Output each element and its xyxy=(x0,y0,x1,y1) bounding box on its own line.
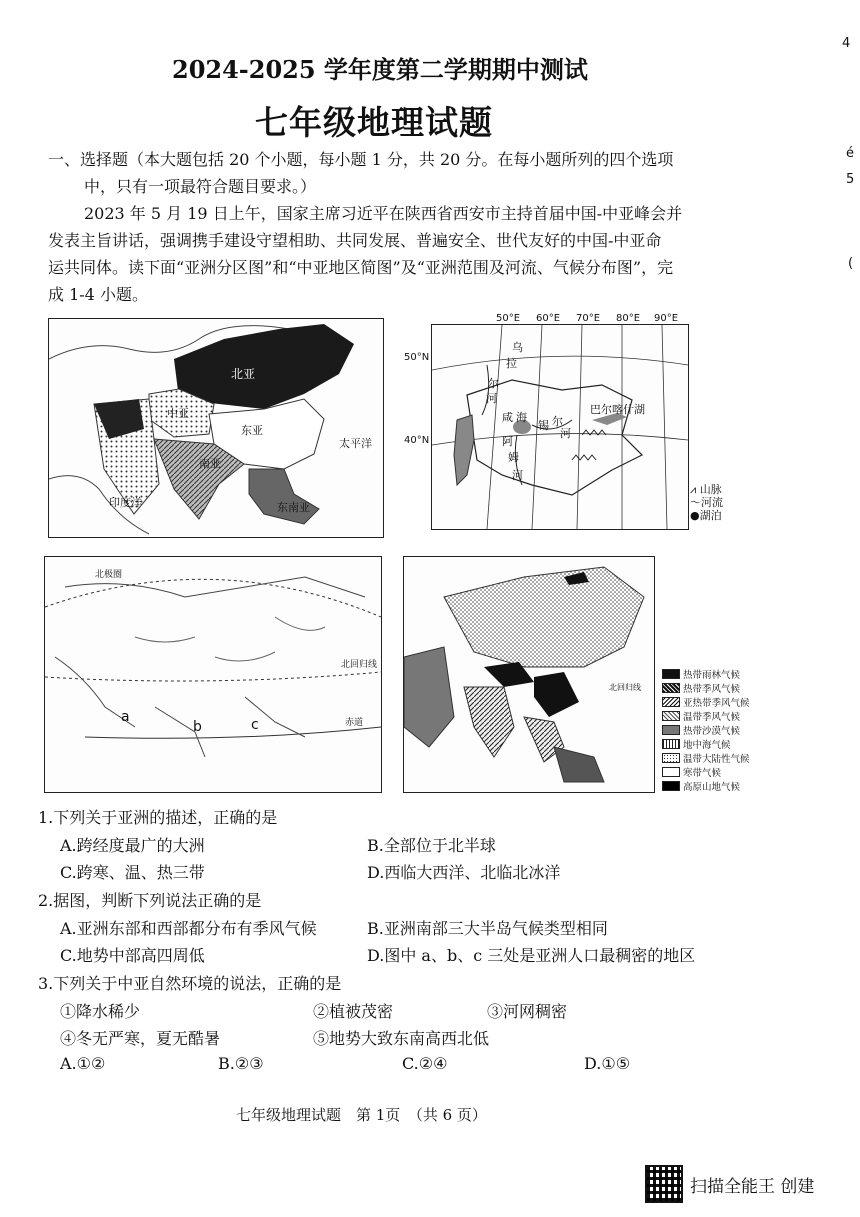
legend-mountain-label: 山脉 xyxy=(699,483,722,496)
point-c: c xyxy=(251,717,259,733)
ocean-label-indian: 印度洋 xyxy=(109,496,142,509)
question-2-option-d[interactable]: D.图中 a、b、c 三处是亚洲人口最稠密的地区 xyxy=(367,946,696,965)
asia-rivers-shapes xyxy=(45,557,381,792)
legend-subtropical-monsoon: 亚热带季风气候 xyxy=(683,697,750,709)
question-3-option-c[interactable]: C.②④ xyxy=(402,1054,448,1073)
central-asia-hai: 海 xyxy=(516,411,527,424)
intro-line1: 2023 年 5 月 19 日上午，国家主席习近平在陕西省西安市主持首届中国-中亚峰会并 xyxy=(84,204,683,223)
climate-legend xyxy=(662,667,750,793)
central-asia-ural-4: 河 xyxy=(486,392,497,405)
river-symbol-icon: 〜 xyxy=(690,496,701,509)
swatch-tropical-rainforest xyxy=(662,669,680,679)
question-1-option-b[interactable]: B.全部位于北半球 xyxy=(367,836,496,855)
legend-row-temperate-monsoon xyxy=(662,709,750,722)
question-3-item-4: ④冬无严寒，夏无酷暑 xyxy=(60,1029,221,1048)
central-asia-ural-2: 拉 xyxy=(506,357,517,370)
central-asia-amu-3: 河 xyxy=(512,469,523,482)
central-asia-map xyxy=(431,324,689,530)
swatch-temperate-monsoon xyxy=(662,711,680,721)
question-3-item-2: ②植被茂密 xyxy=(313,1002,394,1021)
legend-row-mediterranean xyxy=(662,737,750,750)
legend-row-polar xyxy=(662,765,750,778)
exam-subject-title: 七年级地理试题 xyxy=(255,103,493,142)
legend-tropical-monsoon: 热带季风气候 xyxy=(683,683,741,695)
lon-90: 90°E xyxy=(654,313,679,324)
question-3-option-d[interactable]: D.①⑤ xyxy=(584,1054,631,1073)
question-1-option-a[interactable]: A.跨经度最广的大洲 xyxy=(60,836,205,855)
swatch-subtropical-monsoon xyxy=(662,697,680,707)
intro-line3: 运共同体。读下面“亚洲分区图”和“中亚地区简图”及“亚洲范围及河流、气候分布图”，完 xyxy=(48,258,674,277)
legend-highland: 高原山地气候 xyxy=(683,781,741,793)
lake-symbol-icon: ● xyxy=(690,509,700,522)
lon-80: 80°E xyxy=(616,313,641,324)
swatch-tropical-monsoon xyxy=(662,683,680,693)
legend-lake-label: 湖泊 xyxy=(699,509,722,522)
region-label-southeast: 东南亚 xyxy=(277,501,310,514)
mountain-symbol-icon: ⩘ xyxy=(690,483,697,496)
lon-70: 70°E xyxy=(576,313,601,324)
question-3-item-3: ③河网稠密 xyxy=(487,1002,568,1021)
question-2-option-c[interactable]: C.地势中部高四周低 xyxy=(60,946,205,965)
region-label-east: 东亚 xyxy=(241,424,263,437)
legend-river-label: 河流 xyxy=(701,496,723,509)
asia-regions-shapes xyxy=(49,319,383,537)
central-asia-ural-1: 乌 xyxy=(512,341,523,354)
legend-row-tropical-monsoon xyxy=(662,681,750,694)
legend-polar: 寒带气候 xyxy=(683,767,722,779)
central-asia-xian: 咸 xyxy=(502,411,513,424)
legend-row-tropical-desert xyxy=(662,723,750,736)
tropic-label: 北回归线 xyxy=(341,660,378,670)
region-label-north: 北亚 xyxy=(231,367,256,381)
page-footer: 七年级地理试题 第 1页 （共 6 页） xyxy=(236,1106,487,1124)
central-asia-balkhash: 巴尔喀什湖 xyxy=(590,403,645,416)
edge-mark-2: é xyxy=(846,146,854,161)
question-3-stem: 3.下列关于中亚自然环境的说法，正确的是 xyxy=(38,974,342,993)
central-asia-syr-2: 尔 xyxy=(552,415,563,428)
qr-code-icon xyxy=(645,1165,683,1203)
legend-lake xyxy=(690,507,722,523)
question-3-item-1: ①降水稀少 xyxy=(60,1002,141,1021)
intro-line4: 成 1-4 小题。 xyxy=(48,285,148,304)
legend-temperate-continental: 温带大陆性气候 xyxy=(683,753,750,765)
lon-50: 50°E xyxy=(496,313,521,324)
legend-tropical-desert: 热带沙漠气候 xyxy=(683,725,741,737)
question-1-option-d[interactable]: D.西临大西洋、北临北冰洋 xyxy=(367,863,561,882)
lon-60: 60°E xyxy=(536,313,561,324)
scanner-watermark: 扫描全能王 创建 xyxy=(690,1177,815,1197)
asia-regions-map xyxy=(48,318,384,538)
swatch-highland xyxy=(662,781,680,791)
region-label-central: 中亚 xyxy=(167,407,189,420)
swatch-mediterranean xyxy=(662,739,680,749)
legend-row-subtropical-monsoon xyxy=(662,695,750,708)
edge-mark-1: 4 xyxy=(842,36,851,51)
point-b: b xyxy=(193,719,202,735)
section-heading-line1: 一、选择题（本大题包括 20 个小题，每小题 1 分，共 20 分。在每小题所列的四个选项 xyxy=(48,150,674,169)
ocean-label-pacific: 太平洋 xyxy=(339,437,372,450)
question-2-stem: 2.据图，判断下列说法正确的是 xyxy=(38,891,262,910)
asia-climate-map xyxy=(403,556,655,793)
question-2-option-a[interactable]: A.亚洲东部和西部都分布有季风气候 xyxy=(60,919,317,938)
question-1-stem: 1.下列关于亚洲的描述，正确的是 xyxy=(38,808,278,827)
asia-rivers-map xyxy=(44,556,382,793)
edge-mark-3: 5 xyxy=(846,172,855,187)
climate-tropic-label: 北回归线 xyxy=(609,683,641,692)
legend-tropical-rainforest: 热带雨林气候 xyxy=(683,669,741,681)
section-heading-line2: 中，只有一项最符合题目要求。） xyxy=(84,177,317,196)
legend-temperate-monsoon: 温带季风气候 xyxy=(683,711,741,723)
exam-term-title: 2024-2025 学年度第二学期期中测试 xyxy=(172,55,588,84)
asia-climate-shapes xyxy=(404,557,654,792)
central-asia-syr-3: 河 xyxy=(560,427,571,440)
swatch-temperate-continental xyxy=(662,753,680,763)
question-3-option-b[interactable]: B.②③ xyxy=(218,1054,264,1073)
central-asia-syr-1: 锡 xyxy=(538,419,549,432)
lat-40: 40°N xyxy=(404,435,430,446)
question-1-option-c[interactable]: C.跨寒、温、热三带 xyxy=(60,863,205,882)
legend-row-highland xyxy=(662,779,750,792)
question-2-option-b[interactable]: B.亚洲南部三大半岛气候类型相同 xyxy=(367,919,608,938)
central-asia-amu-1: 阿 xyxy=(502,435,513,448)
arctic-circle-label: 北极圈 xyxy=(95,570,123,580)
point-a: a xyxy=(121,709,130,725)
edge-mark-4: ( xyxy=(848,256,854,271)
equator-label: 赤道 xyxy=(345,718,364,728)
intro-line2: 发表主旨讲话，强调携手建设守望相助、共同发展、普遍安全、世代友好的中国-中亚命 xyxy=(48,231,662,250)
region-label-south: 南亚 xyxy=(199,457,221,470)
legend-row-tropical-rainforest xyxy=(662,667,750,680)
question-3-item-5: ⑤地势大致东南高西北低 xyxy=(313,1029,490,1048)
central-asia-ural-3: 尔 xyxy=(488,377,499,390)
question-3-option-a[interactable]: A.①② xyxy=(60,1054,106,1073)
swatch-tropical-desert xyxy=(662,725,680,735)
central-asia-amu-2: 姆 xyxy=(508,451,519,464)
swatch-polar xyxy=(662,767,680,777)
legend-mediterranean: 地中海气候 xyxy=(683,739,731,751)
legend-row-temperate-continental xyxy=(662,751,750,764)
lat-50: 50°N xyxy=(404,352,430,363)
